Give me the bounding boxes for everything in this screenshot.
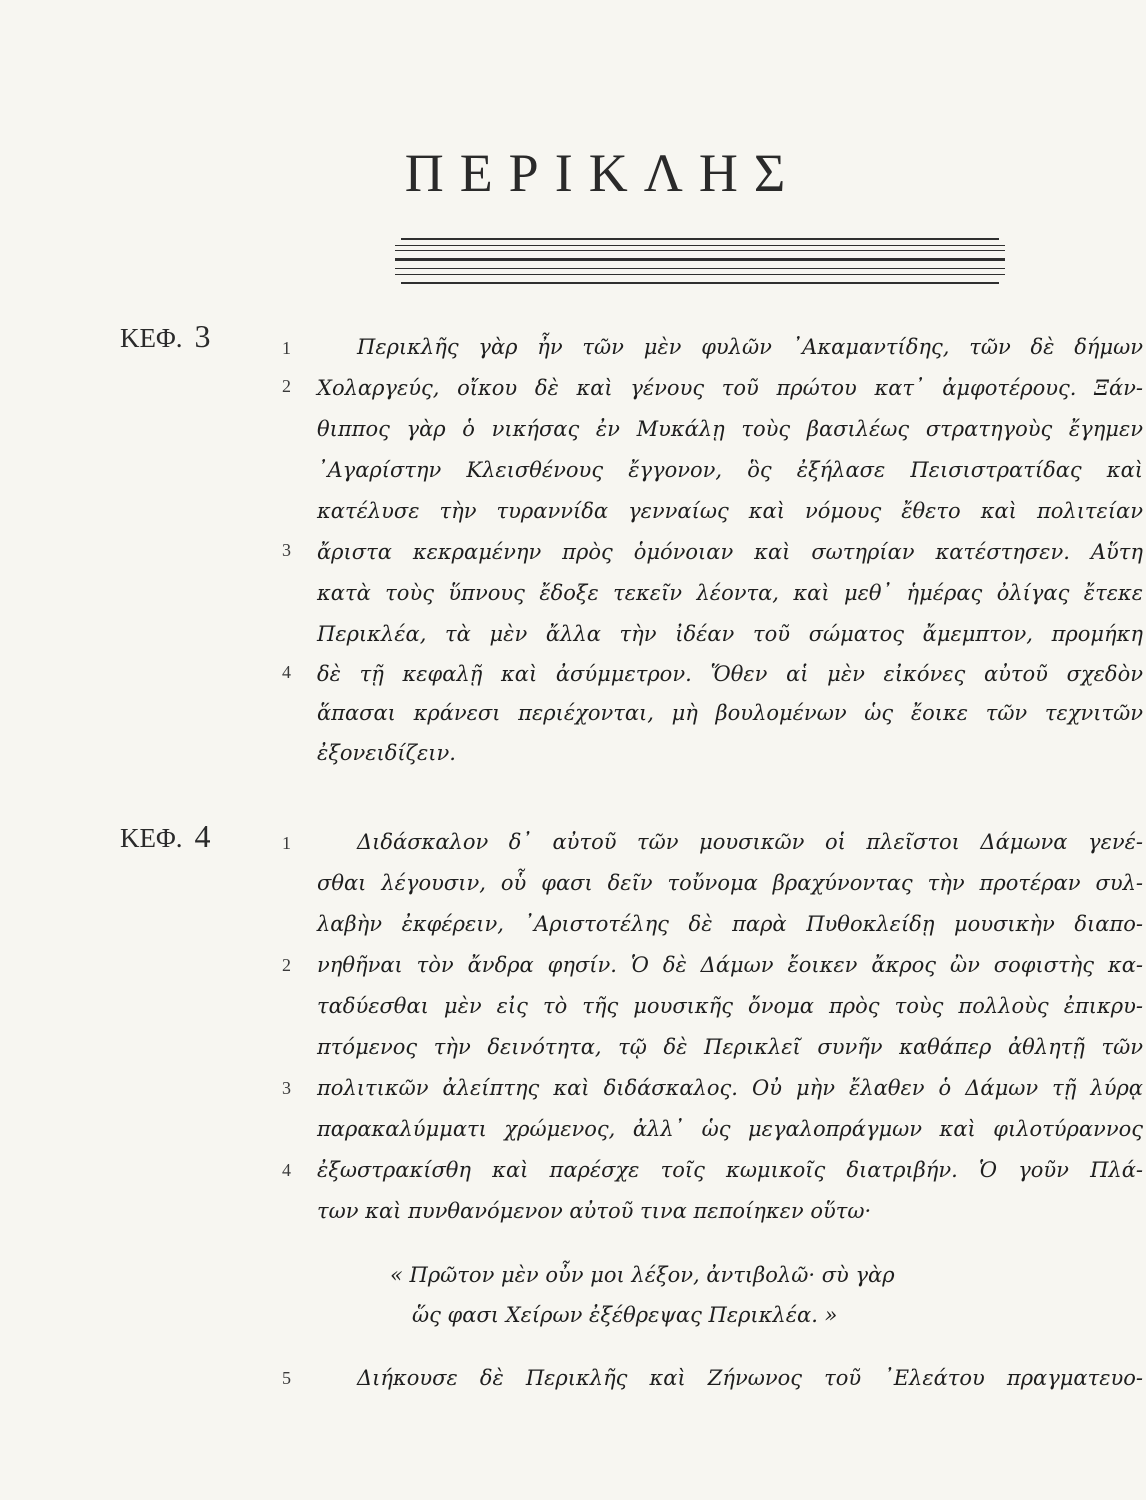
section-number: 4 [282, 1160, 291, 1180]
section-number: 3 [282, 540, 291, 560]
text-line: λαβὴν ἐκφέρειν, ᾿Αριστοτέλης δὲ παρὰ Πυθοκλείδῃ μουσικὴν διαπο- [317, 912, 1143, 936]
chapter-prefix: ΚΕΦ. [120, 323, 183, 353]
text-line: Διδάσκαλον δ᾿ αὐτοῦ τῶν μουσικῶν οἱ πλεῖστοι Δάμωνα γενέ- [357, 830, 1143, 854]
text-line: των καὶ πυνθανόμενον αὐτοῦ τινα πεποίηκεν οὕτω· [317, 1199, 872, 1223]
section-number: 4 [282, 662, 291, 682]
text-line: Περικλέα, τὰ μὲν ἄλλα τὴν ἰδέαν τοῦ σώματος ἄμεμπτον, προμήκη [317, 622, 1143, 646]
title-decorative-rules [395, 232, 1005, 288]
text-line: νηθῆναι τὸν ἄνδρα φησίν. Ὁ δὲ Δάμων ἔοικεν ἄκρος ὢν σοφιστὴς κα- [317, 953, 1143, 977]
text-line: ἐξωστρακίσθη καὶ παρέσχε τοῖς κωμικοῖς διατριβήν. Ὁ γοῦν Πλά- [317, 1158, 1143, 1182]
rule-line [395, 250, 1005, 251]
text-line: παρακαλύμματι χρώμενος, ἀλλ᾿ ὡς μεγαλοπράγμων καὶ φιλοτύραννος [317, 1117, 1143, 1141]
text-line: ᾿Αγαρίστην Κλεισθένους ἔγγονον, ὃς ἐξήλασε Πεισιστρατίδας καὶ [317, 458, 1143, 482]
text-line: Διήκουσε δὲ Περικλῆς καὶ Ζήνωνος τοῦ ᾿Ελεάτου πραγματευο- [357, 1366, 1143, 1390]
section-number: 2 [282, 955, 291, 975]
section-number: 1 [282, 338, 291, 358]
text-line: κατὰ τοὺς ὕπνους ἔδοξε τεκεῖν λέοντα, καὶ μεθ᾿ ἡμέρας ὀλίγας ἔτεκε [317, 581, 1143, 605]
section-number: 5 [282, 1368, 291, 1388]
text-line: ἅπασαι κράνεσι περιέχονται, μὴ βουλομένων ὡς ἔοικε τῶν τεχνιτῶν [317, 701, 1143, 725]
text-line: πτόμενος τὴν δεινότητα, τῷ δὲ Περικλεῖ συνῆν καθάπερ ἀθλητῇ τῶν [317, 1035, 1143, 1059]
section-number: 1 [282, 833, 291, 853]
text-line: ἄριστα κεκραμένην πρὸς ὁμόνοιαν καὶ σωτηρίαν κατέστησεν. Αὕτη [317, 540, 1143, 564]
text-line: πολιτικῶν ἀλείπτης καὶ διδάσκαλος. Οὐ μὴν ἔλαθεν ὁ Δάμων τῇ λύρᾳ [317, 1076, 1143, 1100]
chapter-number: 4 [194, 818, 211, 854]
rule-line [401, 282, 999, 284]
verse-quote-line: ὥς φασι Χείρων ἐξέθρεψας Περικλέα. » [412, 1303, 838, 1327]
rule-line [395, 274, 1005, 275]
rule-line [395, 245, 1005, 246]
text-line: θιππος γὰρ ὁ νικήσας ἐν Μυκάλῃ τοὺς βασιλέως στρατηγοὺς ἔγημεν [317, 417, 1143, 441]
chapter-prefix: ΚΕΦ. [120, 823, 183, 853]
rule-line [395, 258, 1005, 261]
chapter-label-4 [120, 818, 210, 855]
text-line: ταδύεσθαι μὲν εἰς τὸ τῆς μουσικῆς ὄνομα πρὸς τοὺς πολλοὺς ἐπικρυ- [317, 994, 1143, 1018]
text-line: δὲ τῇ κεφαλῇ καὶ ἀσύμμετρον. Ὅθεν αἱ μὲν εἰκόνες αὐτοῦ σχεδὸν [317, 662, 1143, 686]
text-line: κατέλυσε τὴν τυραννίδα γενναίως καὶ νόμους ἔθετο καὶ πολιτείαν [317, 499, 1143, 523]
rule-line [395, 268, 1005, 269]
section-number: 2 [282, 376, 291, 396]
text-line: ἐξονειδίζειν. [317, 741, 456, 765]
verse-quote-line: « Πρῶτον μὲν οὖν μοι λέξον, ἀντιβολῶ· σὺ γὰρ [390, 1263, 895, 1287]
chapter-label-3 [120, 318, 210, 355]
text-line: Χολαργεύς, οἴκου δὲ καὶ γένους τοῦ πρώτου κατ᾿ ἀμφοτέρους. Ξάν- [317, 376, 1143, 400]
page-title: ΠΕΡΙΚΛΗΣ [404, 143, 802, 203]
rule-line [401, 238, 999, 240]
text-line: Περικλῆς γὰρ ἦν τῶν μὲν φυλῶν ᾿Ακαμαντίδης, τῶν δὲ δήμων [357, 335, 1143, 359]
section-number: 3 [282, 1078, 291, 1098]
chapter-number: 3 [194, 318, 211, 354]
text-line: σθαι λέγουσιν, οὗ φασι δεῖν τοὔνομα βραχύνοντας τὴν προτέραν συλ- [317, 871, 1143, 895]
